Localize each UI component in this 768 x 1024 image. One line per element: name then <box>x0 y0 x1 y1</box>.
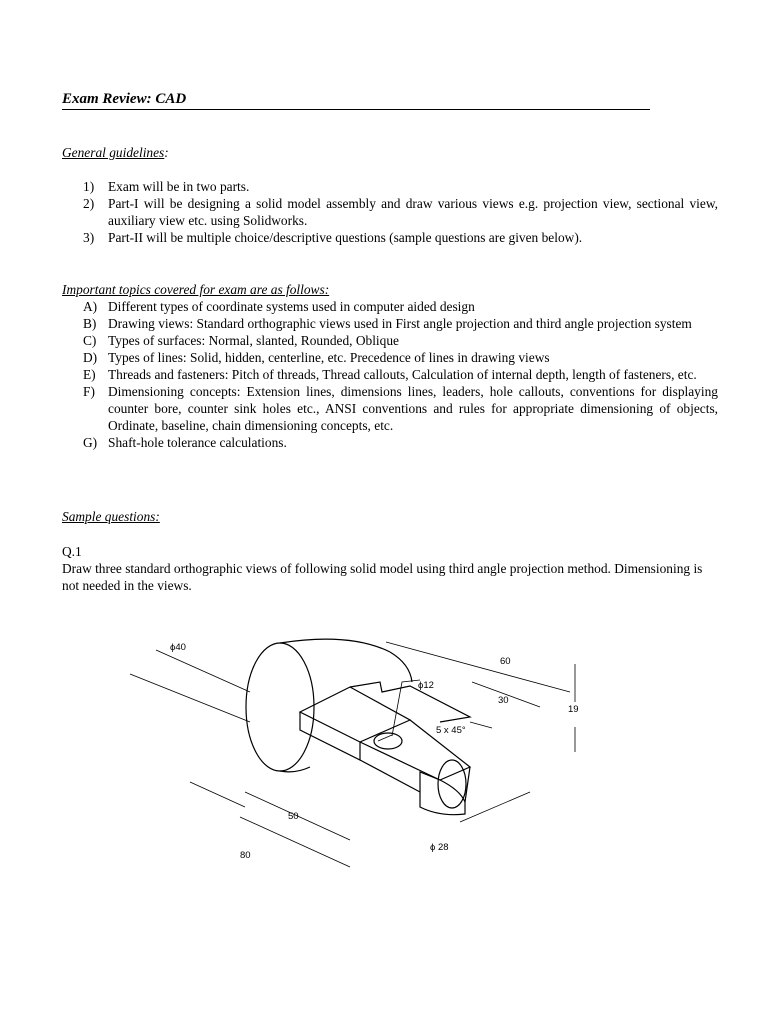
list-item <box>62 298 718 315</box>
dim-line-d40 <box>156 650 250 692</box>
block-side-face <box>300 712 360 760</box>
list-marker: B) <box>83 316 97 331</box>
list-item <box>62 434 718 451</box>
list-text: Types of lines: Solid, hidden, centerline, etc. Precedence of lines in drawing views <box>108 350 550 365</box>
list-text: Threads and fasteners: Pitch of threads, Thread callouts, Calculation of internal depth, length of fasteners, etc. <box>108 367 697 382</box>
list-item <box>62 229 718 246</box>
dim-label-d28: ϕ 28 <box>430 842 449 853</box>
list-text: Dimensioning concepts: Extension lines, dimensions lines, leaders, hole callouts, conventions for displaying counter bore, counter sink holes etc., ANSI conventions and rules for appropriate dimensioning of objects, Ordinate, baseline, chain dimensioning concepts, etc. <box>108 384 718 433</box>
guidelines-heading-text: General guidelines <box>62 145 165 160</box>
list-marker: 3) <box>83 230 95 245</box>
list-item <box>62 178 718 195</box>
list-item <box>62 195 718 229</box>
large-cylinder-back-edge <box>390 652 412 682</box>
sample-questions-heading: Sample questions: <box>62 509 160 524</box>
guidelines-list <box>62 178 718 246</box>
guidelines-heading-colon: : <box>164 145 169 160</box>
list-text: Shaft-hole tolerance calculations. <box>108 435 287 450</box>
list-text: Different types of coordinate systems used in computer aided design <box>108 299 475 314</box>
isometric-part-drawing <box>120 602 600 892</box>
dim-label-80: 80 <box>240 850 251 861</box>
dim-label-chamfer: 5 x 45° <box>436 725 466 736</box>
hole-center-mark <box>378 735 392 741</box>
dim-label-60: 60 <box>500 656 511 667</box>
list-item <box>62 383 718 434</box>
dim-line-d28 <box>460 792 530 822</box>
large-cylinder-bottom-edge <box>280 767 310 772</box>
list-text: Part-II will be multiple choice/descriptive questions (sample questions are given below). <box>108 230 583 245</box>
list-text: Types of surfaces: Normal, slanted, Rounded, Oblique <box>108 333 399 348</box>
list-marker: D) <box>83 350 98 365</box>
large-cylinder-front-face <box>246 643 314 771</box>
dim-label-50: 50 <box>288 811 299 822</box>
dim-label-d12: ϕ12 <box>418 680 434 691</box>
block-top-upper <box>350 682 470 722</box>
list-text: Exam will be in two parts. <box>108 179 250 194</box>
leader-chamfer <box>470 722 492 728</box>
topics-heading: Important topics covered for exam are as follows: <box>62 282 330 297</box>
dim-line-80 <box>190 782 350 867</box>
list-item <box>62 349 718 366</box>
list-text: Drawing views: Standard orthographic views used in First angle projection and third angle projection system <box>108 316 692 331</box>
list-text: Part-I will be designing a solid model assembly and draw various views e.g. projection view, sectional view, auxiliary view etc. using Solidworks. <box>108 196 718 228</box>
list-marker: G) <box>83 435 98 450</box>
list-marker: E) <box>83 367 96 382</box>
question-text: Draw three standard orthographic views of following solid model using third angle projection method. Dimensioning is not needed in the views. <box>62 561 703 593</box>
page-title: Exam Review: CAD <box>62 91 650 110</box>
dim-label-19: 19 <box>568 704 579 715</box>
list-item <box>62 366 718 383</box>
dim-label-30: 30 <box>498 695 509 706</box>
extension-line-d40 <box>130 674 250 722</box>
list-item <box>62 332 718 349</box>
list-marker: F) <box>83 384 95 399</box>
list-marker: A) <box>83 299 98 314</box>
dimension-lines <box>130 642 575 867</box>
dim-label-d40: ϕ40 <box>170 642 186 653</box>
lug-lower-edge <box>360 760 420 792</box>
question-label: Q.1 <box>62 544 82 559</box>
list-marker: 2) <box>83 196 95 211</box>
list-marker: 1) <box>83 179 95 194</box>
list-item <box>62 315 718 332</box>
lug-end-arc <box>438 760 466 808</box>
list-marker: C) <box>83 333 97 348</box>
topics-list <box>62 298 718 451</box>
guidelines-heading <box>62 144 169 161</box>
